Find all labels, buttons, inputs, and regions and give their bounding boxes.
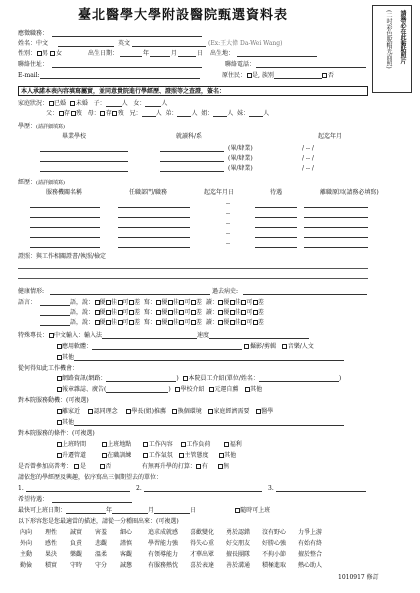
sex-row: 性別： 男 女 xyxy=(18,50,62,57)
source-label: 從何得知此工作機會： xyxy=(18,365,79,372)
source-staff-checkbox[interactable] xyxy=(183,376,188,381)
trait-option[interactable]: 勇於認錯 xyxy=(226,529,251,536)
language-name-field[interactable] xyxy=(40,310,70,316)
source-row-1: 網路資訊(網路： ) 本院員工介紹(單位/姓名： ) xyxy=(56,376,341,382)
motivation-other-checkbox[interactable] xyxy=(57,420,62,425)
study-yes-checkbox[interactable] xyxy=(196,464,201,469)
health-field[interactable] xyxy=(50,289,210,295)
conditions-row-2: 升遷管道 在職訓練 工作氣氛 主管態度 其他 xyxy=(56,453,236,459)
exp-org-field[interactable] xyxy=(30,242,100,248)
cond-promotion-checkbox[interactable] xyxy=(57,453,62,458)
elder-sister-field[interactable] xyxy=(213,111,227,117)
software-checkbox[interactable] xyxy=(57,344,62,349)
expect-dept-1-field[interactable] xyxy=(26,486,130,492)
mother-dead-checkbox[interactable] xyxy=(112,111,117,116)
trait-option[interactable]: 擅長團隊 xyxy=(226,551,251,558)
position-field[interactable] xyxy=(52,31,202,37)
motivation-agree-checkbox[interactable] xyxy=(88,409,93,414)
younger-sister-field[interactable] xyxy=(249,111,263,117)
conditions-label: 對本院服務的條件：(可複選) xyxy=(18,430,95,437)
exp-salary-field[interactable] xyxy=(255,242,297,248)
trait-option[interactable]: 喜歡變化 xyxy=(190,529,215,536)
exp-col-org: 服務機關名稱 xyxy=(46,189,83,196)
exp-period[interactable]: -- xyxy=(226,210,231,217)
trait-option[interactable]: 勤儉 xyxy=(20,562,33,569)
name-cn-label: 姓名：中文 xyxy=(18,40,49,47)
trait-option[interactable]: 學習能力強 xyxy=(148,540,179,547)
edu-col-school: 畢業學校 xyxy=(62,133,87,140)
language-label: 語言： xyxy=(18,299,37,306)
exp-dept-field[interactable] xyxy=(118,222,190,228)
trait-option[interactable]: 才華出眾 xyxy=(190,551,215,558)
cond-atmosphere-checkbox[interactable] xyxy=(143,453,148,458)
married-checkbox[interactable] xyxy=(49,101,54,106)
trait-option[interactable]: 有服務熱忱 xyxy=(148,562,179,569)
conditions-row-1: 上班時間 上班地點 工作內容 工作負荷 福利 xyxy=(56,442,242,448)
source-web-checkbox[interactable] xyxy=(57,376,62,381)
single-checkbox[interactable] xyxy=(70,101,75,106)
trait-option[interactable]: 沒有野心 xyxy=(262,529,287,536)
skills-row-1: 特殊專長： 中文輸入：輸入法 速度 xyxy=(18,333,309,339)
source-newspaper-field[interactable] xyxy=(106,387,168,393)
exp-salary-field[interactable] xyxy=(255,212,297,218)
trait-option[interactable]: 內向 xyxy=(20,529,33,536)
input-speed-field[interactable] xyxy=(209,333,309,339)
edu-degree[interactable]: (畢/肄業) xyxy=(228,165,253,172)
exp-col-salary: 待遇 xyxy=(270,189,283,196)
trait-option[interactable]: 謹慎 xyxy=(120,540,133,547)
trait-option[interactable]: 理性 xyxy=(45,529,58,536)
trait-option[interactable]: 好勝心強 xyxy=(262,540,287,547)
cond-other-checkbox[interactable] xyxy=(219,453,224,458)
start-date-row: 最快可上班日期： 年 月 日 隨時可上班 xyxy=(18,507,271,514)
trait-option[interactable]: 感性 xyxy=(45,540,58,547)
exp-dept-field[interactable] xyxy=(118,232,190,238)
exp-reason-field[interactable] xyxy=(304,242,368,248)
trait-option[interactable]: 積實 xyxy=(45,562,58,569)
exp-dept-field[interactable] xyxy=(118,212,190,218)
sex-label: 性別： xyxy=(18,50,37,57)
source-school-checkbox[interactable] xyxy=(175,387,180,392)
aboriginal-row: 原住民： 是, 族別 否 xyxy=(222,72,334,79)
music-checkbox[interactable] xyxy=(282,344,287,349)
aboriginal-yes-checkbox[interactable] xyxy=(247,73,252,78)
motivation-row-1: 離家近 認同理念 學長(姐)推薦 換個環境 家庭經濟需要 醫學 xyxy=(56,409,273,415)
trait-option[interactable]: 害羞 xyxy=(95,529,108,536)
trait-option[interactable]: 得失心重 xyxy=(190,540,215,547)
experience-label: 經歷：(請詳細填寫) xyxy=(18,179,65,186)
phone-label: 聯絡電話： xyxy=(225,61,256,68)
trait-option[interactable]: 有始有終 xyxy=(298,540,323,547)
source-row-2: 報章雜誌、廣告( ) 學校介紹 元運自薦 其他 xyxy=(56,387,262,393)
daughter-count-field[interactable] xyxy=(145,101,161,107)
cond-hours-checkbox[interactable] xyxy=(57,442,62,447)
motivation-other-field[interactable] xyxy=(74,420,344,426)
edu-school-field[interactable] xyxy=(40,146,128,152)
edu-school-field[interactable] xyxy=(40,156,128,162)
father-alive-checkbox[interactable] xyxy=(59,111,64,116)
trait-option[interactable]: 守分 xyxy=(95,562,108,569)
exp-dept-field[interactable] xyxy=(118,242,190,248)
exp-org-field[interactable] xyxy=(30,212,100,218)
birth-label: 出生日期： xyxy=(88,50,119,57)
start-year-field[interactable] xyxy=(66,508,106,514)
trait-option[interactable]: 悲觀 xyxy=(95,540,108,547)
motivation-change-checkbox[interactable] xyxy=(172,409,177,414)
trait-option[interactable]: 積極進取 xyxy=(262,562,287,569)
name-cn-field[interactable] xyxy=(58,41,114,47)
health-label: 健康情形: xyxy=(18,288,45,295)
trait-option[interactable]: 主動 xyxy=(20,551,33,558)
trait-option[interactable]: 誠懇 xyxy=(120,562,133,569)
trait-option[interactable]: 樂觀 xyxy=(70,551,83,558)
photo-box[interactable] xyxy=(372,5,412,93)
start-month-field[interactable] xyxy=(112,508,148,514)
application-form: 臺北醫學大學附設醫院甄選資料表 請務必在此黏貼照片 (二吋彩色脫帽光面照) 應徵職務： 姓名：中文 英文 (Ex:王大偉 Da-Wei Wang) 性別： 男 女 出生日期： 年 月 日 出生地： 聯絡住址： 聯絡電話： E-mail: 原住民： 是, 族別 否 本人承諾本表內容填寫屬實，並同意貴院進行學經歷、證照等之查證，簽名： 家庭狀況： 已婚 未婚 子： 人 女： 人 父： 存 歿 母： 存 歿 兄： 人 弟： 人 姐： 人 妹： 人 學歷：(請詳細填寫) 畢業學校 就讀科/系 起迄年月 (畢/肄業) / -- / (畢/肄業) / -- / (畢/肄業) / -- / 經歷：(請詳細填寫) 服務機關名稱 任職部門/職務 起迄年月日 待遇 離職原因(請務必填寫) -- -- -- -- -- 證照：與工作相關證書/執照/檢定 健康情形: 過去病史: 語言： 語，說： 優 佳 可 差 寫： 優 佳 可 差 讀： 優 佳 可 差 語，說： 優 佳 可 差 寫： 優 佳 可 差 讀： 優 佳 可 差 語，說： 優 佳 可 差 寫： 優 佳 可 差 讀： 優 佳 可 差 特殊專長： 中文輸入：輸入法 速度 應用軟體： 攝影/剪輯 音樂/人文 其他 從何得知此工作機會： 網路資訊(網路： ) 本院員工介紹(單位/姓名： ) 報章雜誌、廣告( ) 學校介紹 元運自薦 其他 對本院服務動機：(可複選) 離家近 認同理念 學長(姐)推薦 換個環境 家庭經濟需要 醫學 其他 對本院服務的條件：(可複選) 上班時間 上班地點 工作內容 工作負荷 福利 升遷管道 在職訓練 工作氣氛 主管態度 其他 是否曾參加高普考： 是 否 有無再升學的打算： 有 無 請依您的學經歷及興趣，依序寫出三個期望去的單位： 1. 2. 3. 希望待遇： 最快可上班日期： 年 月 日 隨時可上班 以下形容您是您最適當的描述，請從一分種圈出來：(可複選) 內向 理性 誠實 害羞 細心 追求成就感 喜歡變化 勇於認錯 沒有野心 力爭上游 外向 感性 負責 悲觀 謹慎 學習能力強 得失心重 好交朋友 好勝心強 有始有終 主動 果決 樂觀 溫柔 客觀 有領導能力 才華出眾 擅長團隊 不拘小節 擅於整合 勤儉 積實 守時 守分 誠懇 有服務熱忱 喜於表達 善於溝通 積極進取 熱心助人 1010917 修訂 xyxy=(0,0,420,593)
trait-option[interactable]: 喜於表達 xyxy=(190,562,215,569)
exp-col-period: 起迄年月日 xyxy=(204,189,235,196)
trait-option[interactable]: 外向 xyxy=(20,540,33,547)
trait-option[interactable]: 好交朋友 xyxy=(226,540,251,547)
source-other-checkbox[interactable] xyxy=(245,387,250,392)
past-illness-field[interactable] xyxy=(243,289,367,295)
exp-reason-field[interactable] xyxy=(304,202,368,208)
trait-option[interactable]: 力爭上游 xyxy=(298,529,323,536)
motivation-row-2: 其他 xyxy=(56,420,344,426)
language-row: 語，說： 優 佳 可 差 寫： 優 佳 可 差 讀： 優 佳 可 差 xyxy=(40,320,264,326)
expect-dept-2-field[interactable] xyxy=(144,486,262,492)
female-checkbox[interactable] xyxy=(50,51,55,56)
email-label: E-mail: xyxy=(18,72,40,79)
software-field[interactable] xyxy=(92,344,242,350)
source-web-field[interactable] xyxy=(106,376,176,382)
exp-col-reason: 離職原因(請務必填寫) xyxy=(320,189,379,196)
exam-row: 是否曾參加高普考： 是 否 有無再升學的打算： 有 無 xyxy=(18,463,230,470)
cond-supervisor-checkbox[interactable] xyxy=(179,453,184,458)
elder-brother-field[interactable] xyxy=(142,111,156,117)
edu-dept-field[interactable] xyxy=(160,166,224,172)
son-count-field[interactable] xyxy=(106,101,122,107)
salary-label: 希望待遇： xyxy=(18,496,49,503)
exp-col-dept: 任職部門/職務 xyxy=(129,189,168,196)
exp-reason-field[interactable] xyxy=(304,232,368,238)
birthplace-label: 出生地： xyxy=(210,50,235,57)
exp-period[interactable]: -- xyxy=(226,200,231,207)
phone-field[interactable] xyxy=(256,62,366,68)
photo-size-note: (二吋彩色脫帽光面照) xyxy=(385,10,392,69)
edu-degree[interactable]: (畢/肄業) xyxy=(228,145,253,152)
name-en-field[interactable] xyxy=(132,41,206,47)
edu-col-period: 起迄年月 xyxy=(318,133,343,140)
birth-month-field[interactable] xyxy=(150,51,170,57)
trait-option[interactable]: 細心 xyxy=(120,529,133,536)
email-field[interactable] xyxy=(40,73,200,79)
edu-school-field[interactable] xyxy=(40,166,128,172)
exp-org-field[interactable] xyxy=(30,202,100,208)
cond-welfare-checkbox[interactable] xyxy=(224,442,229,447)
exp-period[interactable]: -- xyxy=(226,230,231,237)
edu-period[interactable]: / -- / xyxy=(302,145,314,152)
exp-salary-field[interactable] xyxy=(255,232,297,238)
skills-other-checkbox[interactable] xyxy=(57,355,62,360)
language-row: 語，說： 優 佳 可 差 寫： 優 佳 可 差 讀： 優 佳 可 差 xyxy=(40,310,264,316)
younger-brother-field[interactable] xyxy=(177,111,191,117)
salary-field[interactable] xyxy=(52,497,132,503)
expect-dept-3-field[interactable] xyxy=(276,486,366,492)
motivation-near-checkbox[interactable] xyxy=(57,409,62,414)
edu-period[interactable]: / -- / xyxy=(302,165,314,172)
exp-dept-field[interactable] xyxy=(118,202,190,208)
motivation-label: 對本院服務動機：(可複選) xyxy=(18,397,89,404)
birth-day-field[interactable] xyxy=(178,51,196,57)
trait-option[interactable]: 客觀 xyxy=(120,551,133,558)
address-field[interactable] xyxy=(52,62,202,68)
exp-salary-field[interactable] xyxy=(255,202,297,208)
trait-option[interactable]: 果決 xyxy=(45,551,58,558)
exp-org-field[interactable] xyxy=(30,222,100,228)
photo-edit-checkbox[interactable] xyxy=(244,344,249,349)
skills-other-field[interactable] xyxy=(74,355,344,361)
edu-dept-field[interactable] xyxy=(160,156,224,162)
exp-period[interactable]: -- xyxy=(226,240,231,247)
chinese-input-checkbox[interactable] xyxy=(49,333,54,338)
birth-year-field[interactable] xyxy=(120,51,142,57)
license-label: 證照：與工作相關證書/執照/檢定 xyxy=(18,253,107,260)
edu-col-dept: 就讀科/系 xyxy=(176,133,203,140)
expect-dept-label: 請依您的學經歷及興趣，依序寫出三個期望去的單位： xyxy=(18,474,163,481)
birthplace-field[interactable] xyxy=(237,51,317,57)
address-label: 聯絡住址： xyxy=(18,61,49,68)
exam-yes-checkbox[interactable] xyxy=(74,464,79,469)
anytime-checkbox[interactable] xyxy=(235,508,240,513)
past-illness-label: 過去病史: xyxy=(212,288,239,295)
trait-option[interactable]: 不拘小節 xyxy=(262,551,287,558)
exp-period[interactable]: -- xyxy=(226,220,231,227)
traits-label: 以下形容您是您最適當的描述，請從一分種圈出來：(可複選) xyxy=(18,518,179,525)
license-line-1[interactable] xyxy=(18,268,368,269)
trait-option[interactable]: 熱心助人 xyxy=(298,562,323,569)
education-label: 學歷：(請詳細填寫) xyxy=(18,123,65,130)
name-en-label: 英文 xyxy=(118,40,131,47)
motivation-reputation-checkbox[interactable] xyxy=(256,409,261,414)
start-day-field[interactable] xyxy=(154,508,190,514)
pledge-text: 本人承諾本表內容填寫屬實，並同意貴院進行學經歷、證照等之查證，簽名： xyxy=(21,88,226,95)
language-name-field[interactable] xyxy=(40,320,70,326)
trait-option[interactable]: 守時 xyxy=(70,562,83,569)
trait-option[interactable]: 溫柔 xyxy=(95,551,108,558)
name-hint: (Ex:王大偉 Da-Wei Wang) xyxy=(208,40,283,47)
cond-content-checkbox[interactable] xyxy=(143,442,148,447)
edu-period[interactable]: / -- / xyxy=(302,155,314,162)
skills-row-2: 應用軟體： 攝影/剪輯 音樂/人文 xyxy=(56,344,314,350)
language-row: 語，說： 優 佳 可 差 寫： 優 佳 可 差 讀： 優 佳 可 差 xyxy=(40,300,264,306)
input-method-field[interactable] xyxy=(102,333,197,339)
source-newspaper-checkbox[interactable] xyxy=(57,387,62,392)
mother-alive-checkbox[interactable] xyxy=(100,111,105,116)
trait-option[interactable]: 善於溝通 xyxy=(226,562,251,569)
source-staff-field[interactable] xyxy=(259,376,339,382)
revision-note: 1010917 修訂 xyxy=(338,574,379,581)
family-row-1: 家庭狀況： 已婚 未婚 子： 人 女： 人 xyxy=(18,100,168,107)
language-name-field[interactable] xyxy=(40,300,70,306)
position-label: 應徵職務： xyxy=(18,30,49,37)
aboriginal-no-checkbox[interactable] xyxy=(322,73,327,78)
license-line-2[interactable] xyxy=(18,278,368,279)
form-title: 臺北醫學大學附設醫院甄選資料表 xyxy=(78,8,289,23)
trait-option[interactable]: 負責 xyxy=(70,540,83,547)
male-checkbox[interactable] xyxy=(37,51,42,56)
edu-degree[interactable]: (畢/肄業) xyxy=(228,155,253,162)
exp-salary-field[interactable] xyxy=(255,222,297,228)
trait-option[interactable]: 擅於整合 xyxy=(298,551,323,558)
trait-option[interactable]: 誠實 xyxy=(70,529,83,536)
edu-dept-field[interactable] xyxy=(160,146,224,152)
photo-instruction: 請務必在此黏貼照片 xyxy=(399,10,406,64)
family-row-2: 父： 存 歿 母： 存 歿 兄： 人 弟： 人 姐： 人 妹： 人 xyxy=(46,110,270,117)
trait-option[interactable]: 追求成就感 xyxy=(148,529,179,536)
tribe-field[interactable] xyxy=(274,73,322,79)
trait-option[interactable]: 有領導能力 xyxy=(148,551,179,558)
exp-reason-field[interactable] xyxy=(304,222,368,228)
exp-org-field[interactable] xyxy=(30,232,100,238)
skills-row-3: 其他 xyxy=(56,355,344,361)
pledge-box[interactable] xyxy=(18,86,368,96)
exp-reason-field[interactable] xyxy=(304,212,368,218)
father-dead-checkbox[interactable] xyxy=(71,111,76,116)
